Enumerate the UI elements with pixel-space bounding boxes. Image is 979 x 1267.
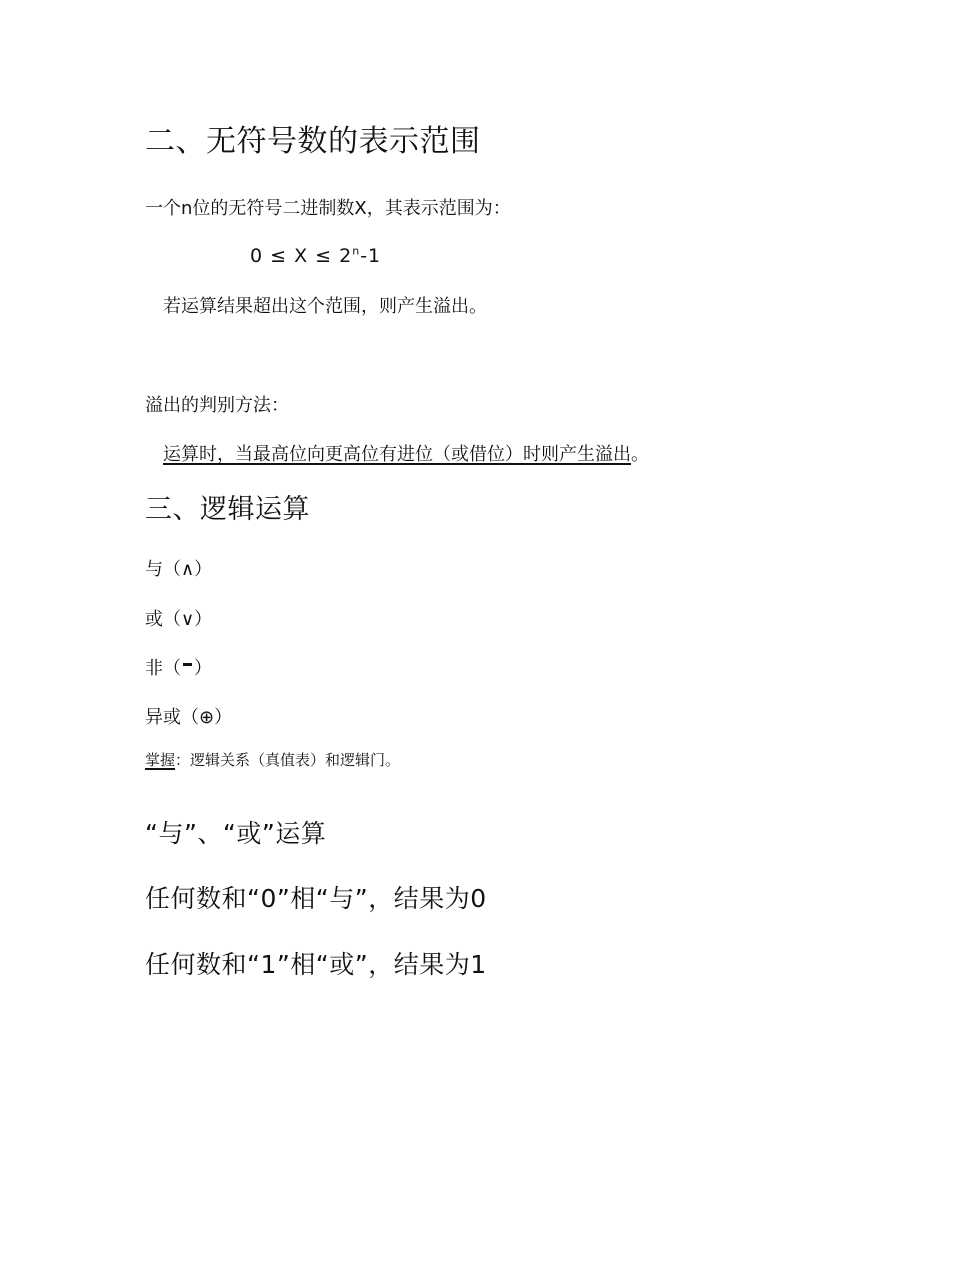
overflow-method-text [163,444,649,466]
master-text: ：逻辑关系（真值表）和逻辑门。 [175,751,401,769]
rule-or-one: 任何数和“1”相“或”，结果为1 [145,950,487,979]
section-heading-unsigned: 二、无符号数的表示范围 [145,124,481,159]
formula-tail: -1 [360,245,382,267]
formula-exponent: n [352,244,361,258]
logic-op-and: 与（∧） [145,559,213,580]
overflow-method-underlined: 运算时，当最高位向更高位有进位（或借位）时则产生溢出 [163,444,631,465]
formula-main: 0 ≤ X ≤ 2 [250,245,353,267]
unsigned-range-formula [250,245,381,268]
logic-op-or: 或（∨） [145,609,213,630]
overflow-method-label: 溢出的判别方法： [145,395,289,416]
master-label: 掌握 [145,751,176,769]
master-note [145,751,400,769]
overflow-note: 若运算结果超出这个范围，则产生溢出。 [163,296,487,317]
unsigned-range-intro: 一个n位的无符号二进制数X，其表示范围为： [145,198,511,219]
rule-and-zero: 任何数和“0”相“与”，结果为0 [145,884,487,913]
not-label-end: ） [194,658,212,679]
logic-op-xor: 异或（⊕） [145,707,233,728]
and-or-heading: “与”、“或”运算 [145,819,327,848]
not-overbar-icon [183,663,192,666]
overflow-method-period: 。 [631,444,649,465]
section-heading-logic: 三、逻辑运算 [145,494,310,525]
not-label-start: 非（ [145,658,181,679]
logic-op-not [145,658,212,680]
